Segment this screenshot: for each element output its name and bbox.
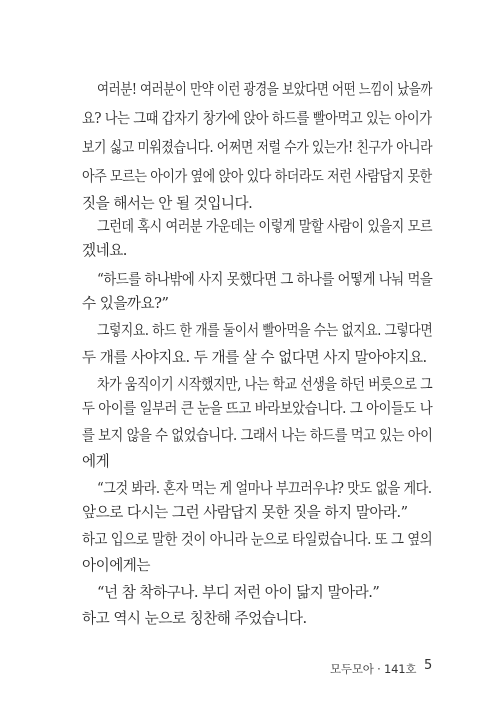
body-line: 두 아이를 일부러 큰 눈을 뜨고 바라보았습니다. 그 아이들도 나 [82,400,433,417]
body-line: 보기 싫고 미워졌습니다. 어쩌면 저럴 수가 있는가! 친구가 아니라 [82,139,433,156]
body-line: “하드를 하나밖에 사지 못했다면 그 하나를 어떻게 나눠 먹을 [97,271,433,288]
body-line: 그렇지요. 하드 한 개를 둘이서 빨아먹을 수는 없지요. 그렇다면 [97,322,433,339]
body-line: 짓을 해서는 안 될 것입니다. [82,195,253,212]
body-line: 앞으로 다시는 그런 사람답지 못한 짓을 하지 말아라.” [82,504,408,521]
body-line: 겠네요. [82,242,127,259]
body-line: 그런데 혹시 여러분 가운데는 이렇게 말할 사람이 있을지 모르 [97,218,433,235]
page-number: 5 [424,658,433,673]
body-line: 차가 움직이기 시작했지만, 나는 학교 선생을 하던 버릇으로 그 [97,376,433,393]
body-line: 아이에게는 [82,557,150,574]
body-line: 에게 [82,453,110,470]
body-line: 수 있을까요?” [82,295,169,312]
body-line: “그것 봐라. 혼자 먹는 게 얼마나 부끄러우냐? 맛도 없을 게다. [97,480,432,497]
body-line: “넌 참 착하구나. 부디 저런 아이 닮지 말아라.” [97,584,380,601]
magazine-issue-label: 모두모아 · 141호 [330,662,417,676]
body-line: 여러분! 여러분이 만약 이런 광경을 보았다면 어떤 느낌이 났을까 [97,81,433,98]
body-line: 요? 나는 그때 갑자기 창가에 앉아 하드를 빨아먹고 있는 아이가 [82,110,432,127]
body-line: 하고 역시 눈으로 칭찬해 주었습니다. [82,610,307,627]
body-line: 아주 모르는 아이가 옆에 앉아 있다 하더라도 저런 사람답지 못한 [82,168,432,185]
body-line: 하고 입으로 말한 것이 아니라 눈으로 타일렀습니다. 또 그 옆의 [82,531,433,548]
body-line: 두 개를 사야지요. 두 개를 살 수 없다면 사지 말아야지요. [82,349,427,366]
body-line: 를 보지 않을 수 없었습니다. 그래서 나는 하드를 먹고 있는 아이 [82,427,433,444]
